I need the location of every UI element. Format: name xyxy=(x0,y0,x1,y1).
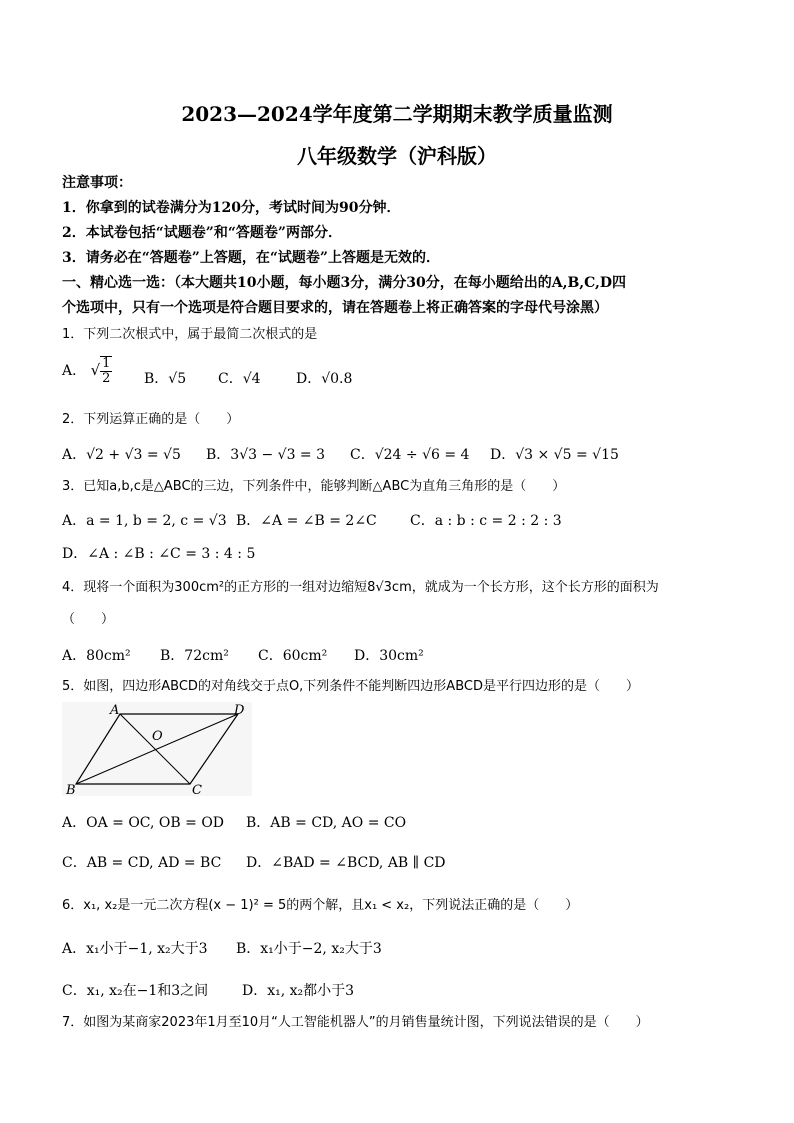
question-3-option-c: C．a : b : c = 2 : 2 : 3 xyxy=(410,513,562,529)
vertex-label-d: D xyxy=(234,703,245,718)
vertex-label-c: C xyxy=(192,783,202,796)
question-2-option-c: C．√24 ÷ √6 = 4 xyxy=(350,447,470,463)
question-3-stem: 3．已知a,b,c是△ABC的三边，下列条件中，能够判断△ABC为直角三角形的是（ ） xyxy=(62,479,566,494)
question-1-stem: 1．下列二次根式中，属于最简二次根式的是 xyxy=(62,327,318,342)
question-5-stem: 5．如图，四边形ABCD的对角线交于点O,下列条件不能判断四边形ABCD是平行四边形的是（ ） xyxy=(62,679,639,694)
question-4-stem: 4．现将一个面积为300cm²的正方形的一组对边缩短8√3cm，就成为一个长方形，这个长方形的面积为 xyxy=(62,580,659,595)
question-5-option-b: B．AB = CD, AO = CO xyxy=(246,815,407,831)
question-7-stem: 7．如图为某商家2023年1月至10月“人工智能机器人”的月销售量统计图，下列说法错误的是（ ） xyxy=(62,1015,649,1030)
question-6-option-a: A．x₁小于−1, x₂大于3 xyxy=(62,941,208,957)
parallelogram-figure xyxy=(62,702,252,796)
vertex-label-b: B xyxy=(66,783,76,796)
question-4-option-b: B．72cm² xyxy=(160,648,229,664)
exam-title: 2023—2024学年度第二学期期末教学质量监测 xyxy=(181,102,613,126)
section-1-heading-line-1: 一、精心选一选：（本大题共10小题，每小题3分，满分30分，在每小题给出的A,B,C,D四 xyxy=(62,275,627,291)
question-2-option-a: A．√2 + √3 = √5 xyxy=(62,447,181,463)
vertex-label-a: A xyxy=(110,703,120,718)
question-6-option-d: D．x₁, x₂都小于3 xyxy=(242,983,355,999)
question-1-option-b: B．√5 xyxy=(144,371,187,387)
question-3-option-a: A．a = 1, b = 2, c = √3 xyxy=(62,513,227,529)
question-5-option-c: C．AB = CD, AD = BC xyxy=(62,855,222,871)
question-2-option-b: B．3√3 − √3 = 3 xyxy=(206,447,326,463)
question-5-option-a: A．OA = OC, OB = OD xyxy=(62,815,225,831)
question-2-option-d: D．√3 × √5 = √15 xyxy=(490,447,619,463)
notice-item-1: 1．你拿到的试卷满分为120分，考试时间为90分钟． xyxy=(62,200,401,216)
question-6-option-c: C．x₁, x₂在−1和3之间 xyxy=(62,983,209,999)
question-5-option-d: D．∠BAD = ∠BCD, AB ∥ CD xyxy=(246,855,446,871)
question-3-option-d: D．∠A : ∠B : ∠C = 3 : 4 : 5 xyxy=(62,546,256,562)
question-6-option-b: B．x₁小于−2, x₂大于3 xyxy=(236,941,382,957)
question-4-option-a: A．80cm² xyxy=(62,648,131,664)
question-2-stem: 2．下列运算正确的是（ ） xyxy=(62,412,240,427)
question-3-option-b: B．∠A = ∠B = 2∠C xyxy=(236,513,377,529)
notice-item-3: 3．请务必在“答题卷”上答题，在“试题卷”上答题是无效的． xyxy=(62,250,440,266)
fraction-denominator: 2 xyxy=(102,371,111,386)
question-4-option-c: C．60cm² xyxy=(258,648,328,664)
question-4-answer-paren: （ ） xyxy=(62,612,115,627)
section-1-heading-line-2: 个选项中，只有一个选项是符合题目要求的，请在答题卷上将正确答案的字母代号涂黑） xyxy=(62,300,608,316)
exam-subtitle: 八年级数学（沪科版） xyxy=(297,144,497,168)
question-1-option-d: D．√0.8 xyxy=(296,371,353,387)
notice-item-2: 2．本试卷包括“试题卷”和“答题卷”两部分． xyxy=(62,225,342,241)
fraction-numerator: 1 xyxy=(102,356,111,371)
notice-heading: 注意事项： xyxy=(62,175,132,191)
question-1-option-a: A． √ $\frac{1}{2}$ xyxy=(62,356,111,386)
option-a-label: A． xyxy=(62,363,87,379)
question-6-stem: 6．x₁, x₂是一元二次方程(x − 1)² = 5的两个解，且x₁ < x₂，下列说法正确的是（ ） xyxy=(62,898,579,913)
center-label-o: O xyxy=(152,729,163,744)
question-1-option-c: C．√4 xyxy=(218,371,261,387)
question-4-option-d: D．30cm² xyxy=(354,648,424,664)
